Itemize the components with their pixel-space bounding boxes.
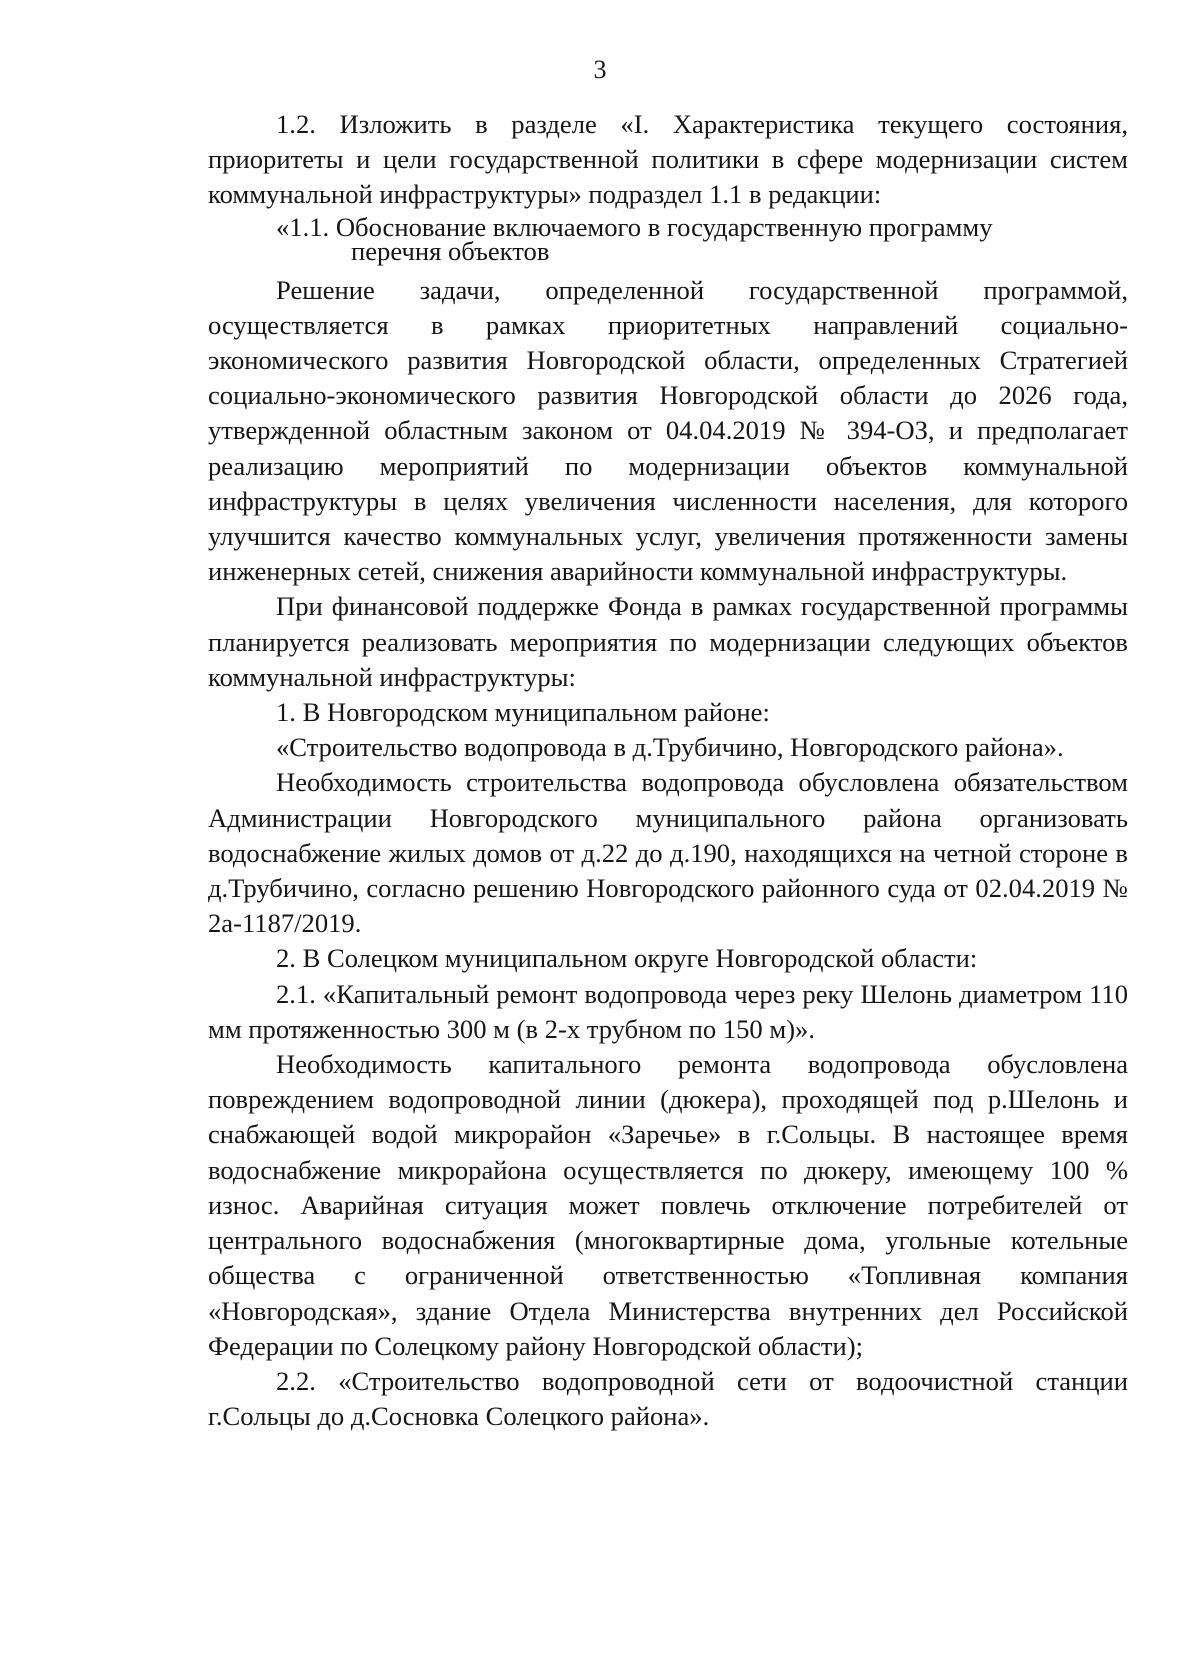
page-number: 3 [593,55,607,84]
paragraph-strategy: Решение задачи, определенной государственной программой, осуществляется в рамках приоритетных направлений социально-экономического развития Новгородской области, определенных Стратегией социально-экономического развития Новгородской области до 2026 года, утвержденной областным законом от 04.04.2019 № 394-ОЗ, и предполагает реализацию мероприятий по модернизации объектов коммунальной инфраструктуры в целях увеличения численности населения, для которого улучшится качество коммунальных услуг, увеличения протяженности замены инженерных сетей, снижения аварийности коммунальной инфраструктуры. [208,274,1128,587]
subsection-heading [276,211,1128,266]
paragraph-fund-support: При финансовой поддержке Фонда в рамках государственной программы планируется реализовать мероприятия по модернизации следующих объектов коммунальной инфраструктуры: [208,591,1128,692]
paragraph-shelon-justification: Необходимость капитального ремонта водопровода обусловлена повреждением водопроводной линии (дюкера), проходящей под р.Шелонь и снабжающей водой микрорайон «Заречье» в г.Сольцы. В настоящее время водоснабжение микрорайона осуществляется по дюкеру, имеющему 100 % износ. Аварийная ситуация может повлечь отключение потребителей от центрального водоснабжения (многоквартирные дома, угольные котельные общества с ограниченной ответственностью «Топливная компания «Новгородская», здание Отдела Министерства внутренних дел Российской Федерации по Солецкому району Новгородской области); [208,1049,1128,1361]
paragraph-trubichino-project: «Строительство водопровода в д.Трубичино, Новгородского района». [276,732,1064,763]
paragraph-shelon-repair: 2.1. «Капитальный ремонт водопровода через реку Шелонь диаметром 110 мм протяженностью 300 м (в 2-х трубном по 150 м)». [208,978,1128,1044]
document-body [208,107,1128,1434]
subsection-heading-line-2: перечня объектов [351,235,550,266]
paragraph-novgorod-district: 1. В Новгородском муниципальном районе: [276,697,770,728]
paragraph-trubichino-justification: Необходимость строительства водопровода обусловлена обязательством Администрации Новгородского муниципального района организовать водоснабжение жилых домов от д.22 до д.190, находящихся на четной стороне в д.Трубичино, согласно решению Новгородского районного суда от 02.04.2019 № 2а-1187/2019. [208,767,1128,939]
paragraph-soletsky-district: 2. В Солецком муниципальном округе Новгородской области: [276,943,978,974]
subsection-heading-line-1: «1.1. Обоснование включаемого в государственную программу [276,211,993,242]
paragraph-sosnovka-project: 2.2. «Строительство водопроводной сети от водоочистной станции г.Сольцы до д.Сосновка Солецкого района». [208,1365,1128,1432]
amendment-paragraph: 1.2. Изложить в разделе «I. Характеристика текущего состояния, приоритеты и цели государственной политики в сфере модернизации систем коммунальной инфраструктуры» подраздел 1.1 в редакции: [208,109,1128,210]
